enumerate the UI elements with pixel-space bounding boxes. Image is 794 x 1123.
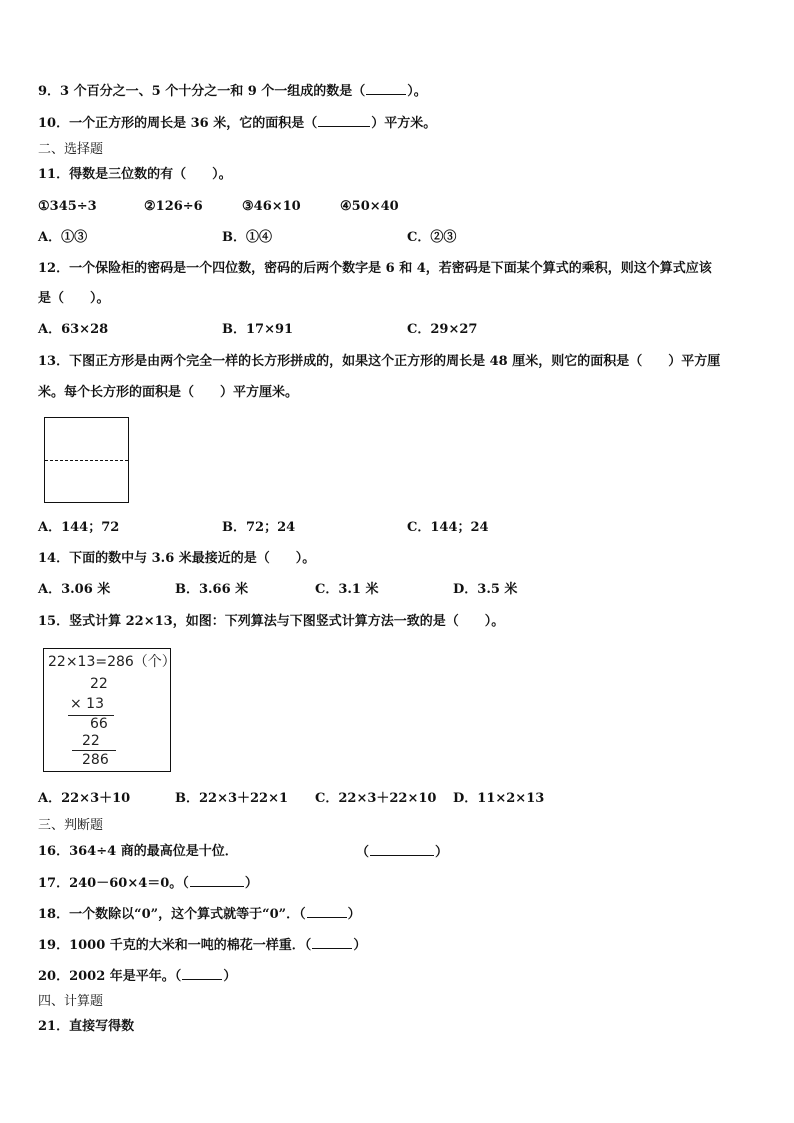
answer-blank[interactable]	[318, 115, 370, 127]
q11-item: ②126÷6	[144, 199, 203, 214]
question-14-stem: 14．下面的数中与 3.6 米最接近的是（ ）。	[38, 551, 316, 566]
choice-a[interactable]: A．3.06 米	[38, 582, 111, 597]
choice-d[interactable]: D．3.5 米	[453, 582, 518, 597]
choice-c[interactable]: C．29×27	[407, 322, 478, 337]
choice-c[interactable]: C．3.1 米	[315, 582, 379, 597]
figure-product: 286	[82, 752, 109, 768]
choice-d[interactable]: D．11×2×13	[453, 791, 545, 806]
square-figure	[44, 417, 129, 503]
answer-blank[interactable]	[312, 937, 352, 949]
figure-rule	[72, 750, 116, 751]
choice-a[interactable]: A．①③	[38, 230, 88, 245]
figure-partial-2: 22	[82, 733, 100, 749]
choice-a[interactable]: A．63×28	[38, 322, 109, 337]
choice-b[interactable]: B．72；24	[222, 520, 296, 535]
question-17: 17．240－60×4＝0。（ ）	[38, 876, 258, 891]
figure-multiplicand: 22	[90, 676, 108, 692]
question-11-stem: 11．得数是三位数的有（ ）。	[38, 167, 232, 182]
q11-item: ④50×40	[340, 199, 399, 214]
answer-blank[interactable]	[307, 906, 347, 918]
choice-b[interactable]: B．17×91	[222, 322, 294, 337]
question-20: 20．2002 年是平年。（ ）	[38, 969, 237, 984]
question-18: 18．一个数除以“0”，这个算式就等于“0”．（ ）	[38, 907, 361, 922]
question-12-line1: 12．一个保险柜的密码是一个四位数，密码的后两个数字是 6 和 4，若密码是下面某个算式的乘积，则这个算式应该	[38, 261, 712, 276]
figure-partial-1: 66	[90, 716, 108, 732]
question-13-line2: 米。每个长方形的面积是（ ）平方厘米。	[38, 385, 299, 400]
q11-item: ①345÷3	[38, 199, 97, 214]
section-heading-calc: 四、计算题	[38, 994, 104, 1009]
dashed-divider	[45, 460, 128, 461]
choice-a[interactable]: A．144；72	[38, 520, 120, 535]
question-15-stem: 15．竖式计算 22×13，如图：下列算法与下图竖式计算方法一致的是（ ）。	[38, 614, 505, 629]
choice-b[interactable]: B．3.66 米	[175, 582, 249, 597]
q16-answer: （ ）	[356, 845, 449, 860]
section-heading-choice: 二、选择题	[38, 142, 104, 157]
question-12-line2: 是（ ）。	[38, 291, 110, 306]
q11-item: ③46×10	[242, 199, 301, 214]
choice-b[interactable]: B．22×3＋22×1	[175, 791, 289, 806]
answer-blank[interactable]	[182, 968, 222, 980]
figure-multiplier: × 13	[70, 696, 104, 712]
question-10: 10．一个正方形的周长是 36 米，它的面积是（ ）平方米。	[38, 116, 437, 131]
answer-blank[interactable]	[190, 875, 244, 887]
figure-header: 22×13=286（个）	[48, 654, 176, 670]
choice-b[interactable]: B．①④	[222, 230, 272, 245]
vertical-multiplication-figure	[43, 648, 176, 772]
section-heading-judge: 三、判断题	[38, 818, 104, 833]
question-9: 9．3 个百分之一、5 个十分之一和 9 个一组成的数是（ ）。	[38, 84, 427, 99]
question-16: 16．364÷4 商的最高位是十位．	[38, 844, 238, 859]
choice-c[interactable]: C．22×3＋22×10	[315, 791, 437, 806]
question-19: 19．1000 千克的大米和一吨的棉花一样重．（ ）	[38, 938, 367, 953]
choice-c[interactable]: C．144；24	[407, 520, 489, 535]
answer-blank[interactable]	[370, 844, 434, 856]
question-21: 21．直接写得数	[38, 1019, 135, 1034]
question-13-line1: 13．下图正方形是由两个完全一样的长方形拼成的，如果这个正方形的周长是 48 厘米，则它的面积是（ ）平方厘	[38, 354, 721, 369]
choice-a[interactable]: A．22×3＋10	[38, 791, 131, 806]
answer-blank[interactable]	[366, 83, 406, 95]
choice-c[interactable]: C．②③	[407, 230, 457, 245]
